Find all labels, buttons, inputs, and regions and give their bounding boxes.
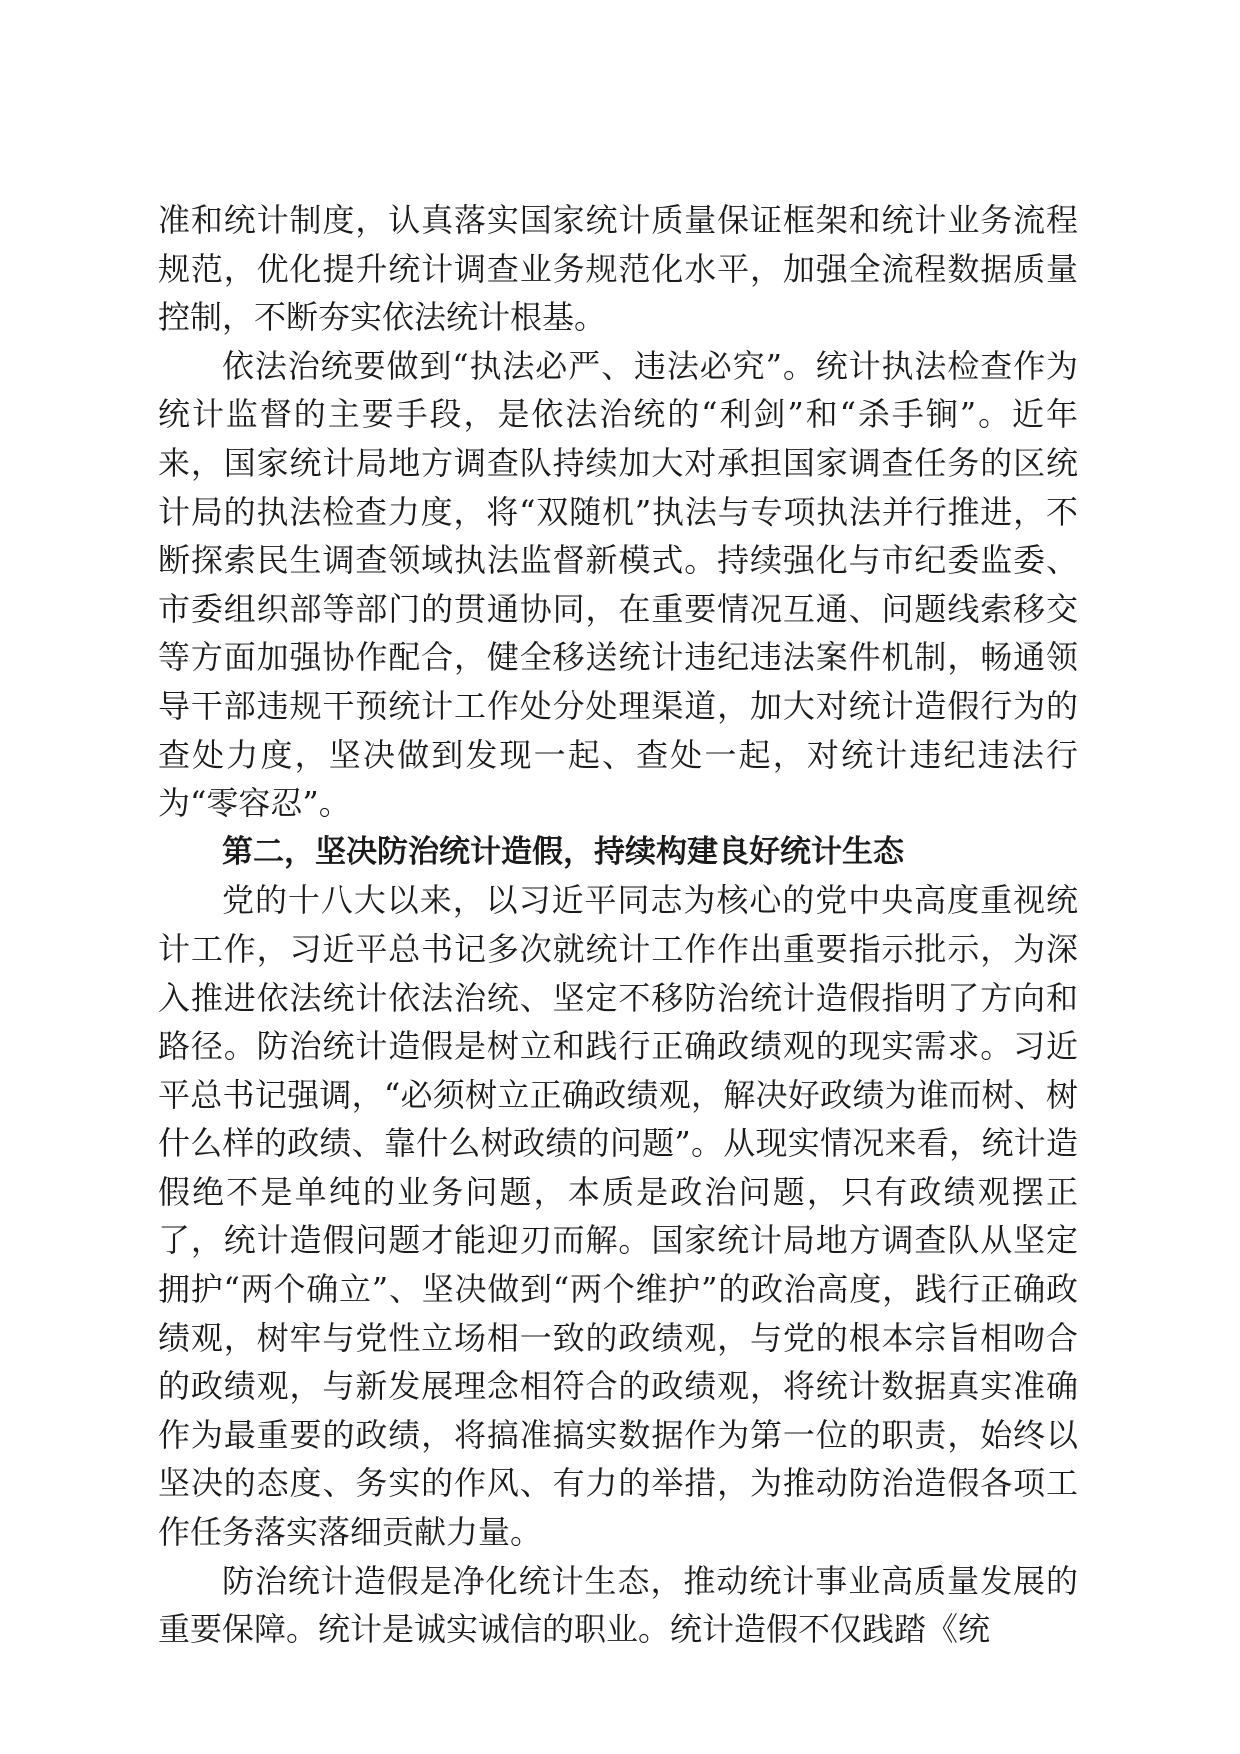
section-heading: 第二，坚决防治统计造假，持续构建良好统计生态 xyxy=(222,833,904,870)
paragraph-political-performance: 党的十八大以来，以习近平同志为核心的党中央高度重视统计工作，习近平总书记多次就统计工作作出重要指示批示，为深入推进依法统计依法治统、坚定不移防治统计造假指明了方向和路径。防治统计造假是树立和践行正确政绩观的现实需求。习近平总书记强调，“必须树立正确政绩观，解决好政绩为谁而树、树什么样的政绩、靠什么树政绩的问题”。从现实情况来看，统计造假绝不是单纯的业务问题，本质是政治问题，只有政绩观摆正了，统计造假问题才能迎刃而解。国家统计局地方调查队从坚定拥护“两个确立”、坚决做到“两个维护”的政治高度，践行正确政绩观，树牢与党性立场相一致的政绩观，与党的根本宗旨相吻合的政绩观，与新发展理念相符合的政绩观，将统计数据真实准确作为最重要的政绩，将搞准搞实数据作为第一位的职责，始终以坚决的态度、务实的作风、有力的举措，为推动防治造假各项工作任务落实落细贡献力量。 xyxy=(158,881,1078,1552)
paragraph-statistical-ecology: 防治统计造假是净化统计生态，推动统计事业高质量发展的重要保障。统计是诚实诚信的职业。统计造假不仅践踏《统 xyxy=(158,1561,1078,1649)
document-page xyxy=(158,196,1078,1654)
paragraph-continuation: 准和统计制度，认真落实国家统计质量保证框架和统计业务流程规范，优化提升统计调查业务规范化水平，加强全流程数据质量控制，不断夯实依法统计根基。 xyxy=(158,201,1078,337)
paragraph-law-enforcement: 依法治统要做到“执法必严、违法必究”。统计执法检查作为统计监督的主要手段，是依法治统的“利剑”和“杀手锏”。近年来，国家统计局地方调查队持续加大对承担国家调查任务的区统计局的执法检查力度，将“双随机”执法与专项执法并行推进，不断探索民生调查领域执法监督新模式。持续强化与市纪委监委、市委组织部等部门的贯通协同，在重要情况互通、问题线索移交等方面加强协作配合，健全移送统计违纪违法案件机制，畅通领导干部违规干预统计工作处分处理渠道，加大对统计造假行为的查处力度，坚决做到发现一起、查处一起，对统计违纪违法行为“零容忍”。 xyxy=(158,346,1078,823)
